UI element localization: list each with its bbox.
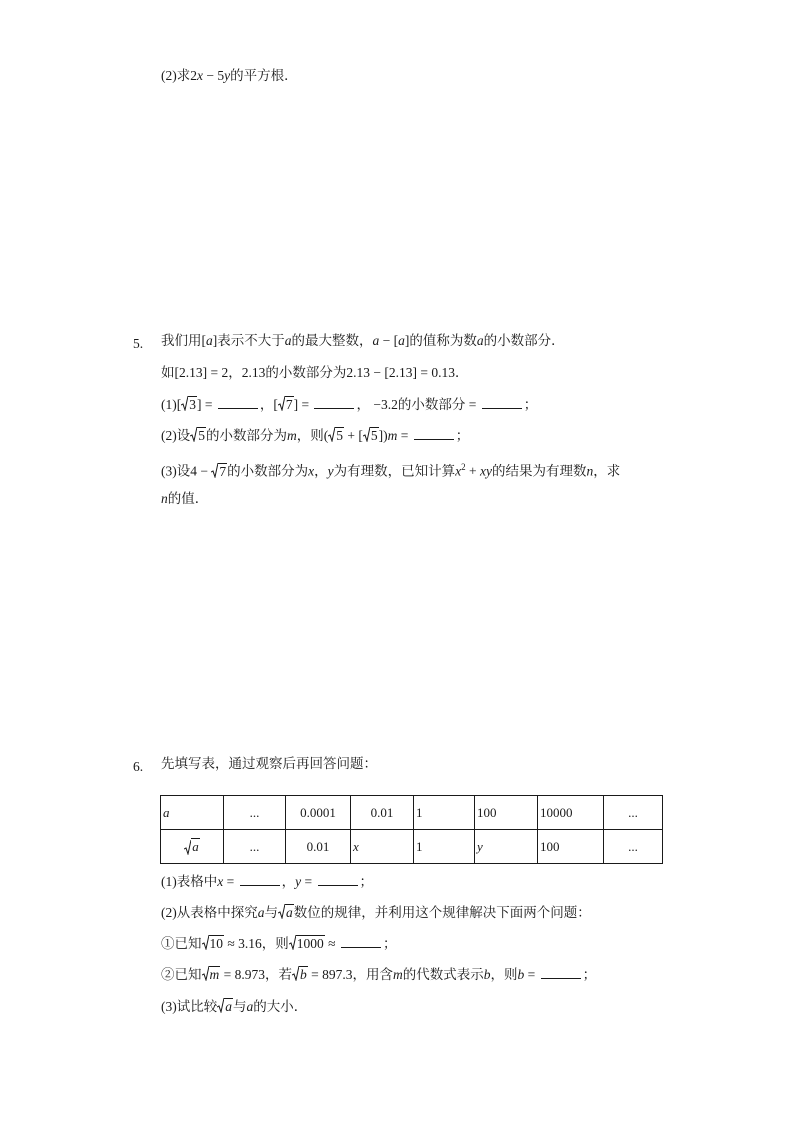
q5-line6: n的值．: [161, 491, 209, 506]
table-cell: 1: [414, 830, 475, 864]
table-cell: 0.01: [286, 830, 351, 864]
q5-line3: (1)[ 3] = ，[ 7] = ， −3.2的小数部分 = ；: [161, 395, 537, 415]
table-cell: 100: [475, 796, 538, 830]
table-cell: a: [161, 830, 224, 864]
table-cell: ...: [604, 796, 663, 830]
q4-part2: (2)求2x − 5y的平方根．: [161, 68, 298, 83]
table-cell: ...: [224, 830, 286, 864]
q6-part1: (1)表格中x = ，y = ；: [161, 874, 373, 889]
table-cell: 1: [414, 796, 475, 830]
table-cell: 100: [538, 830, 604, 864]
q6-part2: (2)从表格中探究a与 a数位的规律，并利用这个规律解决下面两个问题：: [161, 903, 591, 923]
table-cell: 10000: [538, 796, 604, 830]
q5-number: 5.: [133, 336, 144, 351]
q5-line1: 我们用[a]表示不大于a的最大整数，a − [a]的值称为数a的小数部分．: [161, 333, 565, 348]
q6-part2a: ①已知 10 ≈ 3.16，则 1000 ≈ ；: [161, 934, 396, 954]
q6-part3: (3)试比较 a与a的大小．: [161, 997, 307, 1017]
table-cell: 0.01: [351, 796, 414, 830]
q5-line2: 如[2.13] = 2，2.13的小数部分为2.13 − [2.13] = 0.13．: [161, 365, 469, 380]
q6-number: 6.: [133, 759, 144, 774]
table-row: [161, 796, 663, 830]
q5-line4: (2)设 5的小数部分为m，则( 5 + [ 5])m = ；: [161, 426, 469, 446]
q6-intro: 先填写表，通过观察后再回答问题：: [161, 756, 377, 771]
table-cell: x: [351, 830, 414, 864]
value-table: [160, 795, 663, 864]
table-cell: y: [475, 830, 538, 864]
q5-line5: (3)设4 − 7的小数部分为x，y为有理数，已知计算$x^2$ + xy的结果为有理数n，求: [161, 457, 620, 482]
table-cell: ...: [604, 830, 663, 864]
table-cell: 0.0001: [286, 796, 351, 830]
q6-part2b: ②已知 m = 8.973，若 b = 897.3，用含m的代数式表示b，则b = ；: [161, 965, 596, 985]
table-row: [161, 830, 663, 864]
table-cell: ...: [224, 796, 286, 830]
table-cell: a: [161, 796, 224, 830]
